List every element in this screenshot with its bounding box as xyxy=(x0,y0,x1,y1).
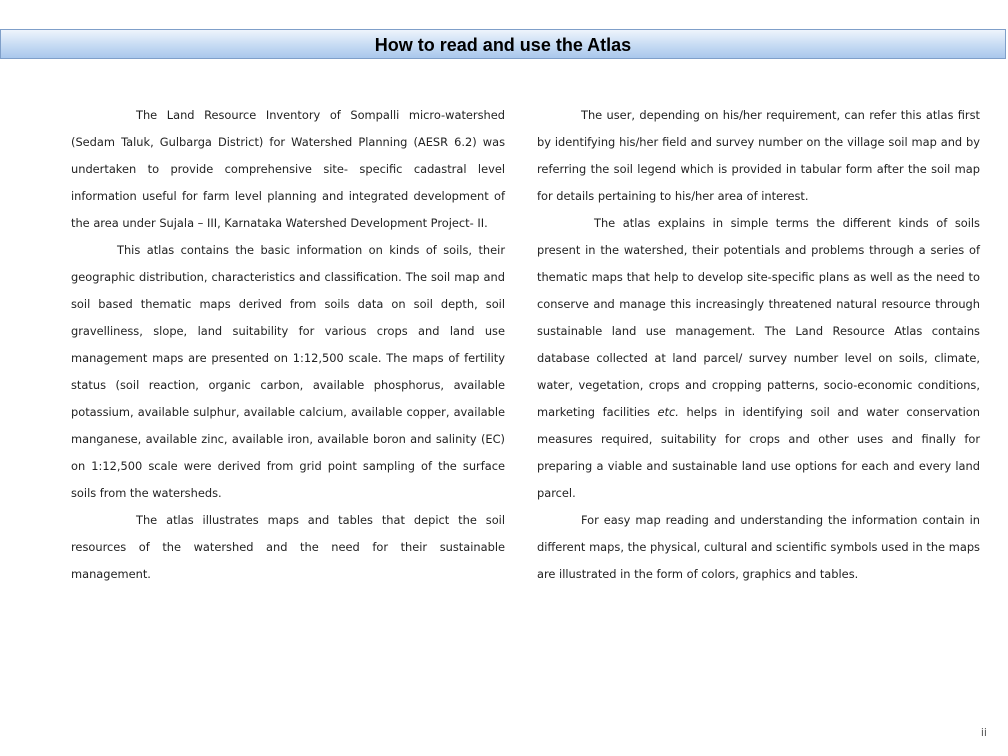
right-paragraph-1: The user, depending on his/her requirement, can refer this atlas first by identifying his/her field and survey number on the village soil map and by referring the soil legend which is provided in tabular form after the soil map for details pertaining to his/her area of interest. xyxy=(537,108,980,203)
right-paragraph-3: For easy map reading and understanding the information contain in different maps, the physical, cultural and scientific symbols used in the maps are illustrated in the form of colors, graphics and tables. xyxy=(537,513,980,581)
page-title: How to read and use the Atlas xyxy=(374,35,632,55)
right-paragraph-2-etc: etc. xyxy=(657,405,679,419)
page-number: ii xyxy=(980,726,987,739)
left-text-column xyxy=(71,102,505,588)
page-header-bar xyxy=(0,29,1006,59)
right-paragraph-2-text-a: The atlas explains in simple terms the different kinds of soils present in the watershed, their potentials and problems through a series of thematic maps that help to develop site-specific plans as well as the need to conserve and manage this increasingly threatened natural resource through sustainable land use management. The Land Resource Atlas contains database collected at land parcel/ survey number level on soils, climate, water, vegetation, crops and cropping patterns, socio-economic conditions, marketing facilities xyxy=(537,216,980,419)
right-paragraph-2 xyxy=(537,210,980,507)
left-paragraph-3: The atlas illustrates maps and tables that depict the soil resources of the watershed and the need for their sustainable management. xyxy=(71,513,505,581)
left-paragraph-1: The Land Resource Inventory of Sompalli micro-watershed (Sedam Taluk, Gulbarga District) for Watershed Planning (AESR 6.2) was undertaken to provide comprehensive site- specific cadastral level information useful for farm level planning and integrated development of the area under Sujala – III, Karnataka Watershed Development Project- II. xyxy=(71,108,505,230)
left-paragraph-2: This atlas contains the basic information on kinds of soils, their geographic distribution, characteristics and classification. The soil map and soil based thematic maps derived from soils data on soil depth, soil gravelliness, slope, land suitability for various crops and land use management maps are presented on 1:12,500 scale. The maps of fertility status (soil reaction, organic carbon, available phosphorus, available potassium, available sulphur, available calcium, available copper, available manganese, available zinc, available iron, available boron and salinity (EC) on 1:12,500 scale were derived from grid point sampling of the surface soils from the watersheds. xyxy=(71,243,505,500)
right-text-column xyxy=(537,102,980,588)
right-paragraph-2-text-b: helps in identifying soil and water conservation measures required, suitability for crops and other uses and finally for preparing a viable and sustainable land use options for each and every land parcel. xyxy=(537,405,980,500)
